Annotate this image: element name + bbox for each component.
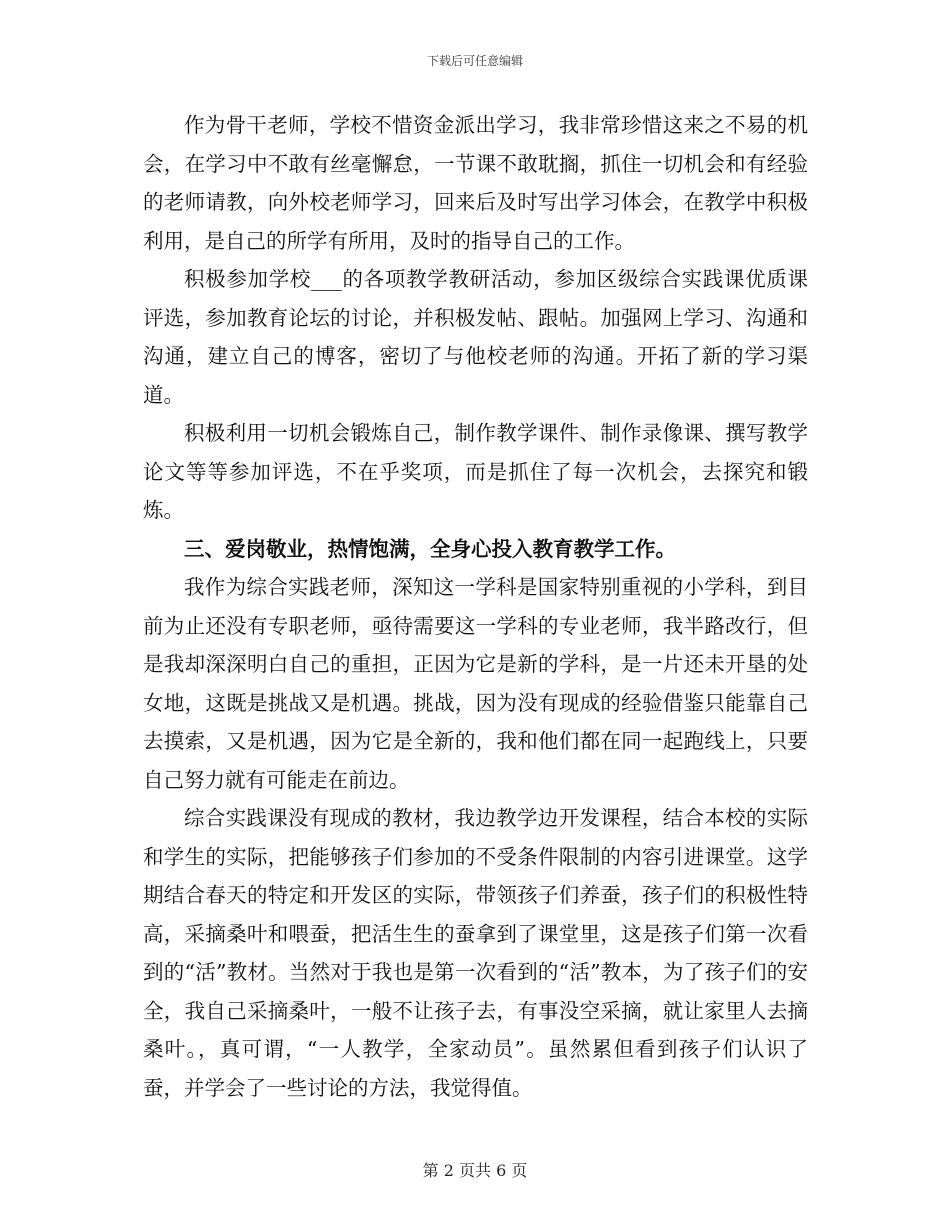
page-header: 下载后可任意编辑 (426, 54, 523, 68)
section-heading: 三、爱岗敬业，热情饱满，全身心投入教育教学工作。 (184, 536, 676, 561)
paragraph-5: 综合实践课没有现成的教材，我边教学边开发课程，结合本校的实际和学生的实际，把能够孩子们参加的不受条件限制的内容引进课堂。这学期结合春天的特定和开发区的实际，带领孩子们养蚕，孩子们的积极性特高，采摘桑叶和喂蚕，把活生生的蚕拿到了课堂里，这是孩子们第一次看到的“活”教材。当然对于我也是第一次看到的“活”教本，为了孩子们的安全，我自己采摘桑叶，一般不让孩子去，有事没空采摘，就让家里人去摘桑叶。，真可谓，“一人教学，全家动员”。虽然累但看到孩子们认识了蚕，并学会了一些讨论的方法，我觉得值。 (143, 806, 808, 1100)
page-footer: 第 2 页共 6 页 (422, 1161, 528, 1180)
paragraph-2: 积极参加学校___的各项教学教研活动，参加区级综合实践课优质课评选，参加教育论坛的讨论，并积极发帖、跟帖。加强网上学习、沟通和沟通，建立自己的博客，密切了与他校老师的沟通。开拓了新的学习渠道。 (143, 267, 808, 407)
paragraph-1: 作为骨干老师，学校不惜资金派出学习，我非常珍惜这来之不易的机会，在学习中不敢有丝毫懈怠，一节课不敢耽搁，抓住一切机会和有经验的老师请教，向外校老师学习，回来后及时写出学习体会，在教学中积极利用，是自己的所学有所用，及时的指导自己的工作。 (143, 113, 808, 253)
document-body (143, 106, 808, 1107)
paragraph-4: 我作为综合实践老师，深知这一学科是国家特别重视的小学科，到目前为止还没有专职老师，亟待需要这一学科的专业老师，我半路改行，但是我却深深明白自己的重担，正因为它是新的学科，是一片还未开垦的处女地，这既是挑战又是机遇。挑战，因为没有现成的经验借鉴只能靠自己去摸索，又是机遇，因为它是全新的，我和他们都在同一起跑线上，只要自己努力就有可能走在前边。 (143, 575, 808, 792)
paragraph-3: 积极利用一切机会锻炼自己，制作教学课件、制作录像课、撰写教学论文等等参加评选，不在乎奖项，而是抓住了每一次机会，去探究和锻炼。 (143, 421, 808, 522)
